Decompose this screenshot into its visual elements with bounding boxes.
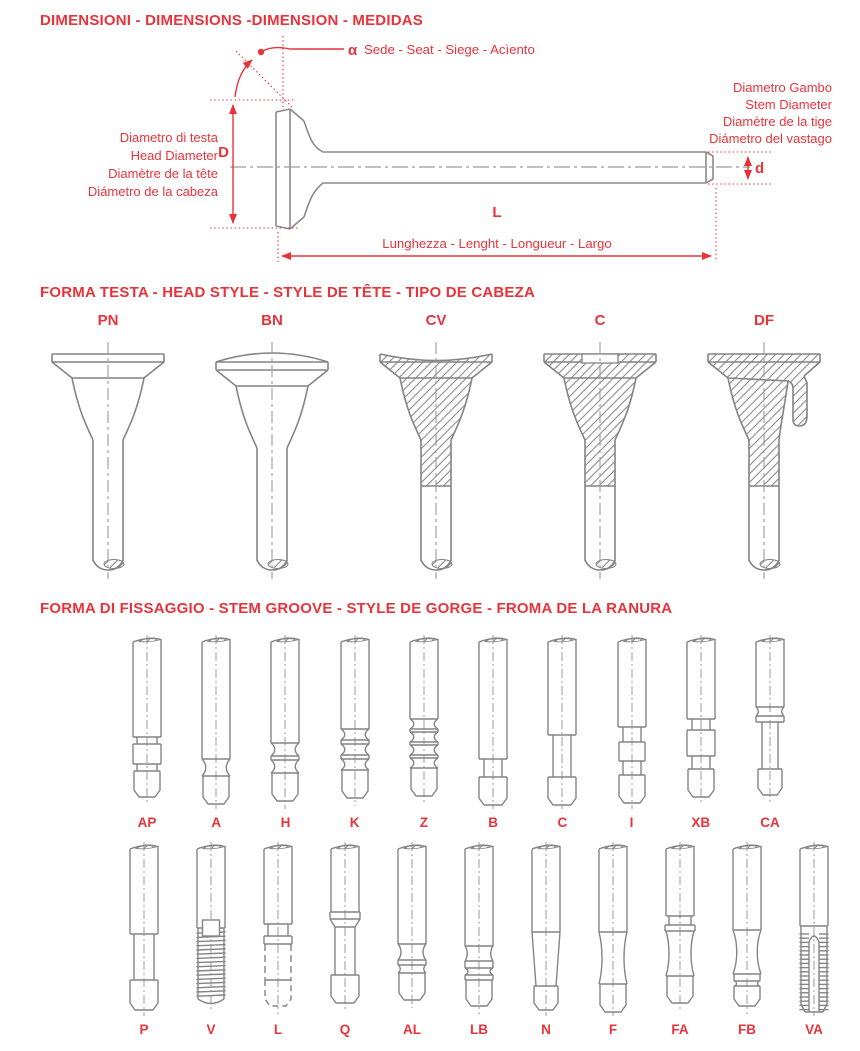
stem-groove-label: CA (760, 815, 780, 830)
section-title-head-styles: FORMA TESTA - HEAD STYLE - STYLE DE TÊTE - TIPO DE CABEZA (40, 284, 536, 301)
seat-angle-arc (235, 60, 252, 97)
alpha-label: α (348, 42, 358, 59)
stem-diameter-label-line-1: Diametro Gambo (733, 80, 832, 95)
stem-groove-item (583, 840, 643, 1037)
stem-groove-item (117, 633, 177, 830)
stem-diameter-label-line-3: Diamètre de la tige (722, 114, 832, 129)
stem-groove-label: K (349, 815, 360, 830)
stem-groove-drawing (671, 633, 731, 811)
length-symbol: L (492, 204, 502, 221)
stem-diameter-label-line-2: Stem Diameter (745, 97, 832, 112)
stem-groove-row-2 (114, 840, 844, 1037)
seat-leader-dot (258, 49, 264, 55)
seat-label: Sede - Seat - Siege - Acìento (364, 42, 535, 57)
stem-groove-drawing (114, 840, 174, 1018)
head-diameter-symbol: D (218, 144, 229, 161)
section-title-stem-grooves: FORMA DI FISSAGGIO - STEM GROOVE - STYLE DE GORGE - FROMA DE LA RANURA (40, 600, 673, 617)
stem-diameter-label-line-4: Diámetro del vastago (709, 131, 832, 146)
head-style-label: PN (97, 312, 119, 329)
stem-groove-drawing (255, 633, 315, 811)
stem-groove-item (717, 840, 777, 1037)
stem-groove-label: V (206, 1022, 216, 1037)
head-style-drawing (360, 336, 512, 584)
stem-groove-drawing (186, 633, 246, 811)
head-style-drawing (688, 336, 840, 584)
stem-groove-label: AP (137, 815, 157, 830)
seat-leader-line (261, 48, 344, 52)
head-style-item (688, 312, 840, 584)
stem-groove-drawing (382, 840, 442, 1018)
stem-groove-drawing (181, 840, 241, 1018)
stem-groove-label: F (608, 1022, 618, 1037)
head-style-item (360, 312, 512, 584)
stem-groove-label: VA (805, 1022, 823, 1037)
head-style-item (524, 312, 676, 584)
dimension-drawing (0, 0, 860, 272)
head-diameter-label-line-3: Diamètre de la tête (108, 166, 218, 181)
stem-groove-label: P (139, 1022, 149, 1037)
stem-groove-item (650, 840, 710, 1037)
stem-groove-drawing (248, 840, 308, 1018)
stem-diameter-symbol: d (755, 160, 765, 177)
stem-groove-drawing (516, 840, 576, 1018)
stem-groove-drawing (532, 633, 592, 811)
head-style-item (196, 312, 348, 584)
stem-groove-drawing (784, 840, 844, 1018)
section-title-dimensions: DIMENSIONI - DIMENSIONS -DIMENSION - MEDIDAS (40, 12, 423, 29)
stem-groove-label: LB (470, 1022, 488, 1037)
stem-groove-item (248, 840, 308, 1037)
construction-lines (210, 36, 772, 262)
stem-groove-item (671, 633, 731, 830)
stem-groove-item (463, 633, 523, 830)
stem-groove-item (315, 840, 375, 1037)
stem-groove-item (186, 633, 246, 830)
head-diameter-label-line-1: Diametro di testa (119, 130, 218, 145)
stem-groove-drawing (315, 840, 375, 1018)
head-style-label: BN (261, 312, 283, 329)
stem-groove-item (602, 633, 662, 830)
stem-groove-item (181, 840, 241, 1037)
head-style-label: C (594, 312, 606, 329)
stem-groove-drawing (650, 840, 710, 1018)
stem-groove-label: FB (738, 1022, 756, 1037)
stem-groove-item (382, 840, 442, 1037)
head-style-drawing (524, 336, 676, 584)
stem-groove-row-1 (117, 633, 800, 830)
stem-groove-item (516, 840, 576, 1037)
stem-groove-item (449, 840, 509, 1037)
stem-groove-label: I (629, 815, 634, 830)
stem-groove-item (394, 633, 454, 830)
stem-groove-drawing (583, 840, 643, 1018)
stem-groove-drawing (740, 633, 800, 811)
stem-groove-label: AL (403, 1022, 421, 1037)
stem-groove-label: A (211, 815, 222, 830)
stem-groove-item (114, 840, 174, 1037)
head-style-item (32, 312, 184, 584)
stem-groove-drawing (449, 840, 509, 1018)
stem-groove-drawing (717, 840, 777, 1018)
stem-groove-item (532, 633, 592, 830)
head-style-drawing (196, 336, 348, 584)
head-style-label: CV (425, 312, 447, 329)
stem-groove-drawing (463, 633, 523, 811)
stem-groove-label: C (557, 815, 568, 830)
length-label: Lunghezza - Lenght - Longueur - Largo (382, 236, 612, 251)
head-diameter-label-line-4: Diámetro de la cabeza (87, 184, 218, 199)
stem-groove-drawing (602, 633, 662, 811)
stem-groove-item (784, 840, 844, 1037)
stem-groove-drawing (325, 633, 385, 811)
stem-groove-label: XB (691, 815, 711, 830)
stem-groove-drawing (394, 633, 454, 811)
stem-groove-label: H (280, 815, 291, 830)
stem-groove-item (325, 633, 385, 830)
stem-groove-label: L (273, 1022, 283, 1037)
stem-groove-label: B (488, 815, 498, 830)
head-style-label: DF (754, 312, 774, 329)
head-styles-row (32, 312, 840, 584)
stem-groove-item (740, 633, 800, 830)
stem-groove-drawing (117, 633, 177, 811)
head-style-drawing (32, 336, 184, 584)
stem-groove-label: Q (339, 1022, 351, 1037)
stem-groove-item (255, 633, 315, 830)
stem-groove-label: FA (671, 1022, 689, 1037)
stem-groove-label: Z (419, 815, 428, 830)
head-diameter-label-line-2: Head Diameter (130, 148, 218, 163)
stem-groove-label: N (541, 1022, 551, 1037)
